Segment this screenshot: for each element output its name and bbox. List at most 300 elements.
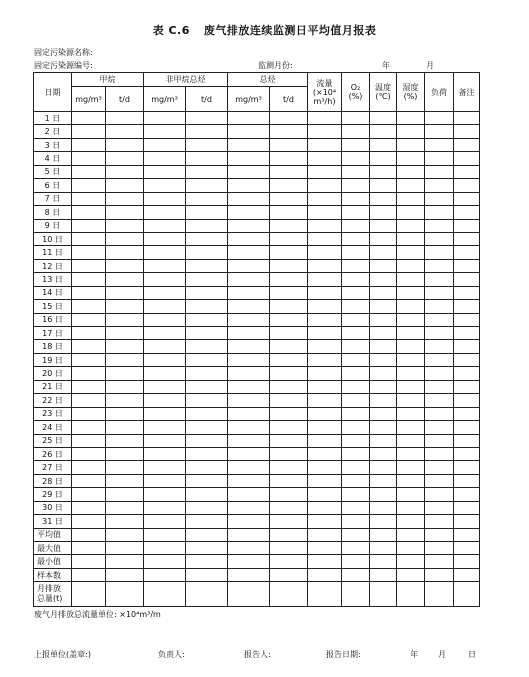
data-cell[interactable]: [370, 313, 397, 326]
data-cell[interactable]: [454, 407, 480, 420]
data-cell[interactable]: [308, 273, 342, 286]
data-cell[interactable]: [425, 125, 454, 138]
data-cell[interactable]: [72, 447, 106, 460]
data-cell[interactable]: [270, 259, 308, 272]
data-cell[interactable]: [186, 434, 228, 447]
data-cell[interactable]: [228, 259, 270, 272]
data-cell[interactable]: [454, 394, 480, 407]
data-cell[interactable]: [72, 206, 106, 219]
data-cell[interactable]: [144, 394, 186, 407]
data-cell[interactable]: [144, 246, 186, 259]
data-cell[interactable]: [308, 394, 342, 407]
data-cell[interactable]: [425, 138, 454, 151]
data-cell[interactable]: [342, 112, 370, 125]
data-cell[interactable]: [186, 542, 228, 555]
data-cell[interactable]: [72, 327, 106, 340]
data-cell[interactable]: [397, 152, 425, 165]
data-cell[interactable]: [228, 528, 270, 541]
data-cell[interactable]: [454, 501, 480, 514]
data-cell[interactable]: [454, 461, 480, 474]
data-cell[interactable]: [308, 568, 342, 581]
data-cell[interactable]: [308, 286, 342, 299]
data-cell[interactable]: [370, 568, 397, 581]
data-cell[interactable]: [454, 286, 480, 299]
data-cell[interactable]: [342, 313, 370, 326]
data-cell[interactable]: [425, 327, 454, 340]
data-cell[interactable]: [308, 259, 342, 272]
data-cell[interactable]: [270, 206, 308, 219]
data-cell[interactable]: [228, 125, 270, 138]
data-cell[interactable]: [342, 421, 370, 434]
data-cell[interactable]: [370, 555, 397, 568]
data-cell[interactable]: [342, 515, 370, 528]
data-cell[interactable]: [106, 394, 144, 407]
data-cell[interactable]: [397, 138, 425, 151]
data-cell[interactable]: [454, 125, 480, 138]
data-cell[interactable]: [370, 138, 397, 151]
data-cell[interactable]: [308, 206, 342, 219]
data-cell[interactable]: [144, 152, 186, 165]
data-cell[interactable]: [342, 259, 370, 272]
data-cell[interactable]: [308, 461, 342, 474]
data-cell[interactable]: [425, 407, 454, 420]
data-cell[interactable]: [342, 125, 370, 138]
data-cell[interactable]: [270, 246, 308, 259]
data-cell[interactable]: [144, 555, 186, 568]
data-cell[interactable]: [454, 380, 480, 393]
data-cell[interactable]: [72, 555, 106, 568]
data-cell[interactable]: [72, 219, 106, 232]
data-cell[interactable]: [370, 515, 397, 528]
data-cell[interactable]: [370, 488, 397, 501]
data-cell[interactable]: [425, 555, 454, 568]
data-cell[interactable]: [270, 192, 308, 205]
data-cell[interactable]: [186, 407, 228, 420]
data-cell[interactable]: [186, 259, 228, 272]
data-cell[interactable]: [186, 327, 228, 340]
data-cell[interactable]: [370, 232, 397, 245]
data-cell[interactable]: [397, 313, 425, 326]
data-cell[interactable]: [72, 515, 106, 528]
data-cell[interactable]: [270, 300, 308, 313]
data-cell[interactable]: [397, 192, 425, 205]
data-cell[interactable]: [228, 474, 270, 487]
data-cell[interactable]: [144, 474, 186, 487]
data-cell[interactable]: [270, 515, 308, 528]
data-cell[interactable]: [106, 232, 144, 245]
data-cell[interactable]: [144, 179, 186, 192]
data-cell[interactable]: [454, 246, 480, 259]
data-cell[interactable]: [342, 542, 370, 555]
data-cell[interactable]: [308, 488, 342, 501]
data-cell[interactable]: [370, 192, 397, 205]
data-cell[interactable]: [144, 380, 186, 393]
data-cell[interactable]: [308, 125, 342, 138]
data-cell[interactable]: [370, 340, 397, 353]
data-cell[interactable]: [425, 165, 454, 178]
data-cell[interactable]: [72, 434, 106, 447]
data-cell[interactable]: [106, 340, 144, 353]
data-cell[interactable]: [454, 367, 480, 380]
data-cell[interactable]: [144, 434, 186, 447]
data-cell[interactable]: [72, 380, 106, 393]
data-cell[interactable]: [270, 313, 308, 326]
data-cell[interactable]: [186, 138, 228, 151]
data-cell[interactable]: [228, 340, 270, 353]
data-cell[interactable]: [72, 259, 106, 272]
data-cell[interactable]: [342, 488, 370, 501]
data-cell[interactable]: [186, 380, 228, 393]
data-cell[interactable]: [72, 138, 106, 151]
data-cell[interactable]: [144, 447, 186, 460]
data-cell[interactable]: [144, 327, 186, 340]
data-cell[interactable]: [228, 380, 270, 393]
data-cell[interactable]: [106, 138, 144, 151]
data-cell[interactable]: [308, 501, 342, 514]
data-cell[interactable]: [72, 273, 106, 286]
data-cell[interactable]: [144, 219, 186, 232]
data-cell[interactable]: [397, 447, 425, 460]
data-cell[interactable]: [270, 447, 308, 460]
data-cell[interactable]: [106, 421, 144, 434]
data-cell[interactable]: [425, 340, 454, 353]
data-cell[interactable]: [186, 192, 228, 205]
data-cell[interactable]: [144, 300, 186, 313]
data-cell[interactable]: [72, 152, 106, 165]
data-cell[interactable]: [342, 246, 370, 259]
data-cell[interactable]: [454, 273, 480, 286]
data-cell[interactable]: [454, 421, 480, 434]
data-cell[interactable]: [186, 219, 228, 232]
data-cell[interactable]: [186, 300, 228, 313]
data-cell[interactable]: [72, 421, 106, 434]
data-cell[interactable]: [144, 273, 186, 286]
data-cell[interactable]: [270, 367, 308, 380]
data-cell[interactable]: [228, 313, 270, 326]
data-cell[interactable]: [370, 353, 397, 366]
data-cell[interactable]: [270, 165, 308, 178]
data-cell[interactable]: [106, 273, 144, 286]
data-cell[interactable]: [370, 367, 397, 380]
data-cell[interactable]: [397, 125, 425, 138]
data-cell[interactable]: [308, 367, 342, 380]
data-cell[interactable]: [425, 582, 454, 607]
data-cell[interactable]: [228, 300, 270, 313]
data-cell[interactable]: [454, 474, 480, 487]
data-cell[interactable]: [186, 461, 228, 474]
data-cell[interactable]: [228, 179, 270, 192]
data-cell[interactable]: [397, 555, 425, 568]
data-cell[interactable]: [308, 340, 342, 353]
data-cell[interactable]: [370, 394, 397, 407]
data-cell[interactable]: [186, 474, 228, 487]
data-cell[interactable]: [72, 501, 106, 514]
data-cell[interactable]: [454, 313, 480, 326]
data-cell[interactable]: [370, 125, 397, 138]
data-cell[interactable]: [228, 286, 270, 299]
data-cell[interactable]: [370, 501, 397, 514]
data-cell[interactable]: [370, 165, 397, 178]
data-cell[interactable]: [186, 501, 228, 514]
data-cell[interactable]: [228, 434, 270, 447]
data-cell[interactable]: [425, 434, 454, 447]
data-cell[interactable]: [270, 461, 308, 474]
data-cell[interactable]: [228, 152, 270, 165]
data-cell[interactable]: [228, 165, 270, 178]
data-cell[interactable]: [106, 367, 144, 380]
data-cell[interactable]: [106, 568, 144, 581]
data-cell[interactable]: [144, 138, 186, 151]
data-cell[interactable]: [454, 138, 480, 151]
data-cell[interactable]: [308, 353, 342, 366]
data-cell[interactable]: [397, 219, 425, 232]
data-cell[interactable]: [425, 232, 454, 245]
data-cell[interactable]: [106, 434, 144, 447]
data-cell[interactable]: [425, 112, 454, 125]
data-cell[interactable]: [106, 327, 144, 340]
data-cell[interactable]: [186, 340, 228, 353]
data-cell[interactable]: [308, 192, 342, 205]
data-cell[interactable]: [342, 380, 370, 393]
data-cell[interactable]: [228, 542, 270, 555]
data-cell[interactable]: [228, 555, 270, 568]
data-cell[interactable]: [106, 192, 144, 205]
data-cell[interactable]: [308, 232, 342, 245]
data-cell[interactable]: [270, 501, 308, 514]
data-cell[interactable]: [397, 232, 425, 245]
data-cell[interactable]: [186, 206, 228, 219]
data-cell[interactable]: [144, 192, 186, 205]
data-cell[interactable]: [186, 125, 228, 138]
data-cell[interactable]: [370, 461, 397, 474]
data-cell[interactable]: [425, 206, 454, 219]
data-cell[interactable]: [370, 246, 397, 259]
data-cell[interactable]: [270, 488, 308, 501]
data-cell[interactable]: [144, 407, 186, 420]
data-cell[interactable]: [186, 179, 228, 192]
data-cell[interactable]: [342, 474, 370, 487]
data-cell[interactable]: [144, 259, 186, 272]
data-cell[interactable]: [370, 542, 397, 555]
data-cell[interactable]: [228, 273, 270, 286]
data-cell[interactable]: [308, 582, 342, 607]
data-cell[interactable]: [425, 528, 454, 541]
data-cell[interactable]: [425, 313, 454, 326]
data-cell[interactable]: [270, 232, 308, 245]
data-cell[interactable]: [106, 206, 144, 219]
data-cell[interactable]: [308, 528, 342, 541]
data-cell[interactable]: [370, 407, 397, 420]
data-cell[interactable]: [228, 112, 270, 125]
data-cell[interactable]: [397, 206, 425, 219]
data-cell[interactable]: [454, 515, 480, 528]
data-cell[interactable]: [270, 138, 308, 151]
data-cell[interactable]: [308, 421, 342, 434]
data-cell[interactable]: [144, 313, 186, 326]
data-cell[interactable]: [270, 542, 308, 555]
data-cell[interactable]: [342, 555, 370, 568]
data-cell[interactable]: [342, 165, 370, 178]
data-cell[interactable]: [308, 447, 342, 460]
data-cell[interactable]: [106, 447, 144, 460]
data-cell[interactable]: [72, 313, 106, 326]
data-cell[interactable]: [308, 138, 342, 151]
data-cell[interactable]: [106, 407, 144, 420]
data-cell[interactable]: [72, 340, 106, 353]
data-cell[interactable]: [186, 568, 228, 581]
data-cell[interactable]: [454, 152, 480, 165]
data-cell[interactable]: [454, 300, 480, 313]
data-cell[interactable]: [342, 327, 370, 340]
data-cell[interactable]: [72, 582, 106, 607]
data-cell[interactable]: [144, 353, 186, 366]
data-cell[interactable]: [342, 219, 370, 232]
data-cell[interactable]: [342, 273, 370, 286]
data-cell[interactable]: [397, 273, 425, 286]
data-cell[interactable]: [454, 488, 480, 501]
data-cell[interactable]: [270, 568, 308, 581]
data-cell[interactable]: [106, 515, 144, 528]
data-cell[interactable]: [454, 179, 480, 192]
data-cell[interactable]: [186, 246, 228, 259]
data-cell[interactable]: [228, 501, 270, 514]
data-cell[interactable]: [144, 461, 186, 474]
data-cell[interactable]: [425, 501, 454, 514]
data-cell[interactable]: [228, 327, 270, 340]
data-cell[interactable]: [186, 313, 228, 326]
data-cell[interactable]: [186, 152, 228, 165]
data-cell[interactable]: [144, 367, 186, 380]
data-cell[interactable]: [186, 232, 228, 245]
data-cell[interactable]: [454, 582, 480, 607]
data-cell[interactable]: [425, 367, 454, 380]
data-cell[interactable]: [425, 300, 454, 313]
data-cell[interactable]: [397, 568, 425, 581]
data-cell[interactable]: [425, 461, 454, 474]
data-cell[interactable]: [342, 232, 370, 245]
data-cell[interactable]: [106, 380, 144, 393]
data-cell[interactable]: [270, 555, 308, 568]
data-cell[interactable]: [454, 528, 480, 541]
data-cell[interactable]: [370, 300, 397, 313]
data-cell[interactable]: [186, 582, 228, 607]
data-cell[interactable]: [425, 179, 454, 192]
data-cell[interactable]: [454, 447, 480, 460]
data-cell[interactable]: [397, 501, 425, 514]
data-cell[interactable]: [72, 192, 106, 205]
data-cell[interactable]: [228, 367, 270, 380]
data-cell[interactable]: [106, 474, 144, 487]
data-cell[interactable]: [270, 353, 308, 366]
data-cell[interactable]: [72, 367, 106, 380]
data-cell[interactable]: [397, 407, 425, 420]
data-cell[interactable]: [106, 152, 144, 165]
data-cell[interactable]: [342, 286, 370, 299]
data-cell[interactable]: [370, 528, 397, 541]
data-cell[interactable]: [72, 246, 106, 259]
data-cell[interactable]: [397, 353, 425, 366]
data-cell[interactable]: [270, 152, 308, 165]
data-cell[interactable]: [106, 125, 144, 138]
data-cell[interactable]: [308, 179, 342, 192]
data-cell[interactable]: [144, 165, 186, 178]
data-cell[interactable]: [144, 542, 186, 555]
data-cell[interactable]: [454, 568, 480, 581]
data-cell[interactable]: [308, 515, 342, 528]
data-cell[interactable]: [270, 340, 308, 353]
data-cell[interactable]: [397, 461, 425, 474]
data-cell[interactable]: [144, 206, 186, 219]
data-cell[interactable]: [106, 179, 144, 192]
data-cell[interactable]: [228, 232, 270, 245]
data-cell[interactable]: [144, 488, 186, 501]
data-cell[interactable]: [342, 353, 370, 366]
data-cell[interactable]: [186, 421, 228, 434]
data-cell[interactable]: [106, 501, 144, 514]
data-cell[interactable]: [308, 542, 342, 555]
data-cell[interactable]: [454, 340, 480, 353]
data-cell[interactable]: [425, 152, 454, 165]
data-cell[interactable]: [425, 219, 454, 232]
data-cell[interactable]: [106, 246, 144, 259]
data-cell[interactable]: [106, 582, 144, 607]
data-cell[interactable]: [370, 474, 397, 487]
data-cell[interactable]: [425, 353, 454, 366]
data-cell[interactable]: [106, 528, 144, 541]
data-cell[interactable]: [144, 340, 186, 353]
data-cell[interactable]: [144, 501, 186, 514]
data-cell[interactable]: [308, 112, 342, 125]
data-cell[interactable]: [308, 474, 342, 487]
data-cell[interactable]: [228, 461, 270, 474]
data-cell[interactable]: [454, 555, 480, 568]
data-cell[interactable]: [228, 582, 270, 607]
data-cell[interactable]: [397, 380, 425, 393]
data-cell[interactable]: [342, 528, 370, 541]
data-cell[interactable]: [397, 300, 425, 313]
data-cell[interactable]: [228, 246, 270, 259]
data-cell[interactable]: [397, 165, 425, 178]
data-cell[interactable]: [270, 125, 308, 138]
data-cell[interactable]: [186, 515, 228, 528]
data-cell[interactable]: [72, 474, 106, 487]
data-cell[interactable]: [397, 246, 425, 259]
data-cell[interactable]: [397, 340, 425, 353]
data-cell[interactable]: [454, 206, 480, 219]
data-cell[interactable]: [308, 407, 342, 420]
data-cell[interactable]: [425, 380, 454, 393]
data-cell[interactable]: [270, 327, 308, 340]
data-cell[interactable]: [397, 394, 425, 407]
data-cell[interactable]: [186, 488, 228, 501]
data-cell[interactable]: [270, 112, 308, 125]
data-cell[interactable]: [72, 112, 106, 125]
data-cell[interactable]: [425, 192, 454, 205]
data-cell[interactable]: [425, 421, 454, 434]
data-cell[interactable]: [370, 259, 397, 272]
data-cell[interactable]: [106, 542, 144, 555]
data-cell[interactable]: [106, 555, 144, 568]
data-cell[interactable]: [370, 152, 397, 165]
data-cell[interactable]: [144, 582, 186, 607]
data-cell[interactable]: [270, 179, 308, 192]
data-cell[interactable]: [342, 394, 370, 407]
data-cell[interactable]: [106, 165, 144, 178]
data-cell[interactable]: [72, 179, 106, 192]
data-cell[interactable]: [186, 367, 228, 380]
data-cell[interactable]: [342, 447, 370, 460]
data-cell[interactable]: [106, 259, 144, 272]
